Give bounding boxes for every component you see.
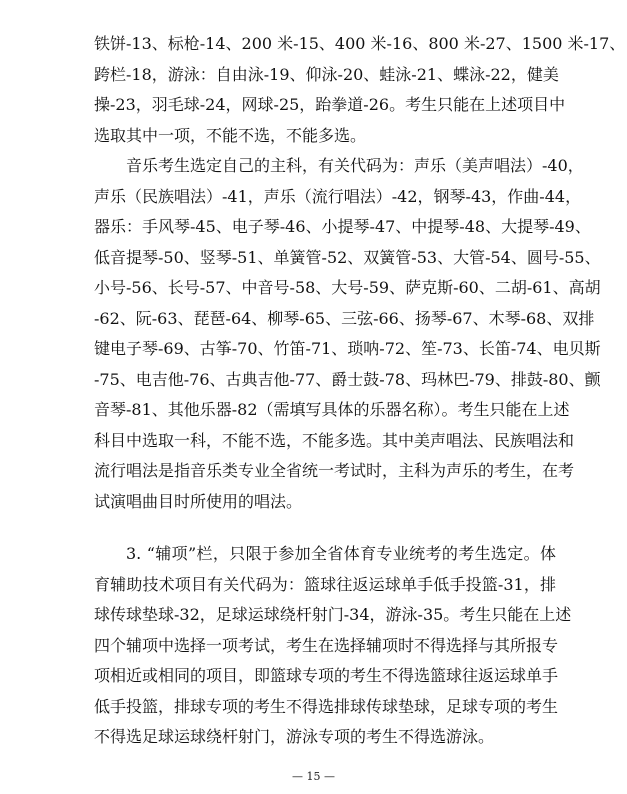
text-line: 跨栏-18，游泳：自由泳-19、仰泳-20、蛙泳-21、蝶泳-22，健美 [94,64,559,84]
text-line: 键电子琴-69、古筝-70、竹笛-71、琐呐-72、笙-73、长笛-74、电贝斯 [94,339,601,358]
text-line: 音琴-81、其他乐器-82（需填写具体的乐器名称）。考生只能在上述 [94,400,570,419]
text-line: 3. “辅项”栏，只限于参加全省体育专业统考的考生选定。体 [126,544,556,563]
text-line: 不得选足球运球绕杆射门，游泳专项的考生不得选游泳。 [94,727,495,746]
paragraph-sports-items [94,29,626,151]
text-line: 音乐考生选定自己的主科，有关代码为：声乐（美声唱法）-40， [126,156,584,175]
text-line: 操-23，羽毛球-24，网球-25，跆拳道-26。考生只能在上述项目中 [94,95,566,114]
text-line: 器乐：手风琴-45、电子琴-46、小提琴-47、中提琴-48、大提琴-49、 [94,217,591,236]
page-number: — 15 — [292,770,335,783]
text-line: 试演唱曲目时所使用的唱法。 [94,491,303,511]
text-line: 流行唱法是指音乐类专业全省统一考试时，主科为声乐的考生，在考 [94,461,575,480]
text-line: -62、阮-63、琵琶-64、柳琴-65、三弦-66、扬琴-67、木琴-68、双排 [94,308,595,328]
text-line: 育辅助技术项目有关代码为：篮球往返运球单手低手投篮-31，排 [94,574,556,594]
paragraph-music-subjects [94,151,601,517]
text-line: 选取其中一项，不能不选，不能多选。 [94,125,367,145]
text-line: 四个辅项中选择一项考试，考生在选择辅项时不得选择与其所报专 [94,635,559,655]
text-line: 铁饼-13、标枪-14、200 米-15、400 米-16、800 米-27、1500 米-17、 [94,34,626,53]
text-line: 小号-56、长号-57、中音号-58、大号-59、萨克斯-60、二胡-61、高胡 [94,278,601,297]
text-line: 科目中选取一科，不能不选，不能多选。其中美声唱法、民族唱法和 [94,430,575,450]
paragraph-auxiliary-items [94,539,572,753]
text-line: 项相近或相同的项目，即篮球专项的考生不得选篮球往返运球单手 [94,666,559,685]
text-line: 球传球垫球-32，足球运球绕杆射门-34，游泳-35。考生只能在上述 [94,605,572,624]
text-line: -75、电吉他-76、古典吉他-77、爵士鼓-78、玛林巴-79、排鼓-80、颤 [94,369,601,389]
text-line: 声乐（民族唱法）-41，声乐（流行唱法）-42，钢琴-43，作曲-44， [94,186,582,206]
text-line: 低手投篮，排球专项的考生不得选排球传球垫球，足球专项的考生 [94,696,559,716]
text-line: 低音提琴-50、竖琴-51、单簧管-52、双簧管-53、大管-54、圆号-55、 [94,247,601,267]
